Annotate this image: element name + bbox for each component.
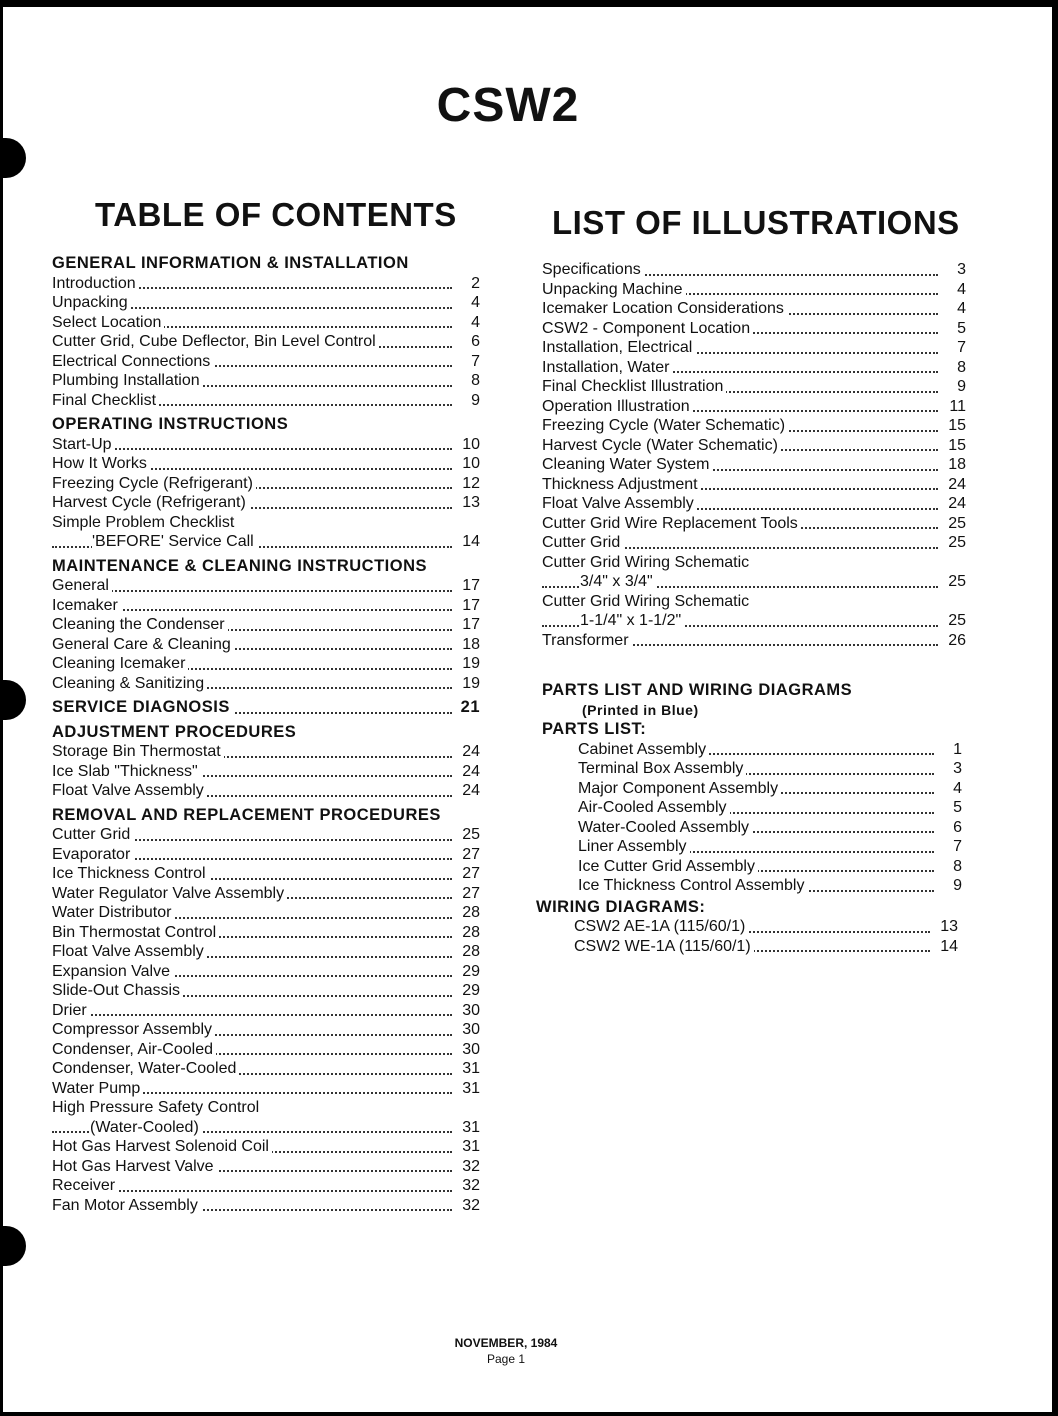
page-number: 9 [936, 876, 962, 896]
contents-entry [542, 260, 966, 280]
entry-label: Float Valve Assembly [52, 782, 207, 799]
contents-entry [52, 1059, 480, 1079]
entry-label: Cleaning Water System [542, 456, 712, 473]
contents-entry [578, 798, 962, 818]
dot-leader [52, 1014, 452, 1016]
entry-label: Cleaning Icemaker [52, 655, 188, 672]
page-number: 5 [940, 319, 966, 339]
entry-label: Cutter Grid, Cube Deflector, Bin Level Control [52, 333, 379, 350]
contents-entry [52, 845, 480, 865]
entry-label: Fan Motor Assembly [52, 1197, 201, 1214]
entry-label: Cabinet Assembly [578, 741, 709, 758]
entry-label: Ice Thickness Control [52, 865, 209, 882]
entry-label: Water Regulator Valve Assembly [52, 885, 287, 902]
contents-entry [542, 338, 966, 358]
entry-label: GENERAL INFORMATION & INSTALLATION [52, 254, 412, 272]
contents-entry [578, 837, 962, 857]
page-number: 24 [940, 494, 966, 514]
toc-list [52, 254, 480, 1215]
page-number: 32 [454, 1157, 480, 1177]
contents-entry [52, 884, 480, 904]
page-number: 17 [454, 576, 480, 596]
contents-entry [52, 1118, 480, 1138]
entry-label: Electrical Connections [52, 353, 213, 370]
entry-label: Operation Illustration [542, 398, 693, 415]
page-number: 8 [936, 857, 962, 877]
entry-label: Expansion Valve [52, 963, 173, 980]
page-number: 12 [454, 474, 480, 494]
page-number: 9 [454, 391, 480, 411]
entry-label: Receiver [52, 1177, 118, 1194]
entry-label: Start-Up [52, 436, 115, 453]
contents-entry [52, 1079, 480, 1099]
contents-entry [52, 825, 480, 845]
document-title: CSW2 [436, 79, 580, 132]
page-number: 24 [454, 742, 480, 762]
entry-label: Unpacking Machine [542, 281, 686, 298]
page-number: 4 [936, 779, 962, 799]
contents-entry [52, 1040, 480, 1060]
scan-border-top [0, 0, 1058, 7]
contents-entry [52, 371, 480, 391]
dot-leader [52, 590, 452, 592]
page-number: 6 [454, 332, 480, 352]
entry-label: Specifications [542, 261, 644, 278]
wiring-diagrams-label: WIRING DIAGRAMS: [536, 898, 962, 918]
punch-hole [0, 138, 26, 178]
entry-label: ADJUSTMENT PROCEDURES [52, 723, 299, 741]
contents-entry [578, 876, 962, 896]
entry-label: Freezing Cycle (Refrigerant) [52, 475, 256, 492]
contents-entry [52, 313, 480, 333]
contents-entry [578, 779, 962, 799]
punch-hole [0, 1226, 26, 1266]
page-number: 14 [932, 937, 958, 957]
page-number: 4 [454, 293, 480, 313]
contents-entry [52, 596, 480, 616]
page-number: 31 [454, 1137, 480, 1157]
contents-entry [52, 493, 480, 513]
contents-entry [542, 533, 966, 553]
page-number: 29 [454, 981, 480, 1001]
contents-entry [542, 611, 966, 631]
entry-label: Water Distributor [52, 904, 174, 921]
section-heading [52, 415, 480, 435]
page-number: 24 [454, 762, 480, 782]
entry-label: Simple Problem Checklist [52, 514, 237, 531]
entry-label: Harvest Cycle (Refrigerant) [52, 494, 249, 511]
scan-border-bottom [0, 1412, 1058, 1416]
entry-label: Air-Cooled Assembly [578, 799, 730, 816]
entry-label: General [52, 577, 112, 594]
page-number: 10 [454, 454, 480, 474]
contents-entry [542, 280, 966, 300]
contents-entry [542, 436, 966, 456]
entry-label: Drier [52, 1002, 90, 1019]
contents-entry [542, 553, 966, 573]
illustrations-list [542, 260, 966, 650]
entry-label: Condenser, Water-Cooled [52, 1060, 239, 1077]
contents-entry [52, 576, 480, 596]
page-number: 31 [454, 1118, 480, 1138]
page-number: 8 [454, 371, 480, 391]
page-number: 15 [940, 416, 966, 436]
contents-entry [574, 937, 958, 957]
section-heading [52, 557, 480, 577]
entry-label: CSW2 - Component Location [542, 320, 753, 337]
page-number: 4 [940, 280, 966, 300]
entry-label: 3/4" x 3/4" [580, 573, 656, 590]
entry-label: Liner Assembly [578, 838, 690, 855]
section-heading [52, 698, 480, 718]
page-number: 27 [454, 845, 480, 865]
entry-label: CSW2 AE-1A (115/60/1) [574, 918, 748, 935]
entry-label: Hot Gas Harvest Solenoid Coil [52, 1138, 272, 1155]
page-number: 17 [454, 596, 480, 616]
contents-entry [52, 615, 480, 635]
entry-label: OPERATING INSTRUCTIONS [52, 415, 291, 433]
entry-label: Ice Cutter Grid Assembly [578, 858, 758, 875]
page-number: 19 [454, 654, 480, 674]
entry-label: 1-1/4" x 1-1/2" [580, 612, 684, 629]
contents-entry [52, 454, 480, 474]
entry-label: Float Valve Assembly [52, 943, 207, 960]
page-number: 7 [454, 352, 480, 372]
contents-entry [542, 358, 966, 378]
toc-heading: TABLE OF CONTENTS [95, 196, 457, 233]
page-number: 2 [454, 274, 480, 294]
entry-label: Float Valve Assembly [542, 495, 697, 512]
contents-entry [542, 377, 966, 397]
entry-label: Cutter Grid [52, 826, 133, 843]
parts-subheading: (Printed in Blue) [542, 701, 962, 721]
contents-entry [52, 1020, 480, 1040]
entry-label: Slide-Out Chassis [52, 982, 183, 999]
wiring-list [542, 917, 958, 956]
entry-label: 'BEFORE' Service Call [92, 533, 257, 550]
page-number: 19 [454, 674, 480, 694]
parts-list [542, 740, 962, 896]
page-number: 26 [940, 631, 966, 651]
contents-entry [574, 917, 958, 937]
footer-page-number: Page 1 [486, 1352, 526, 1366]
page-number: 32 [454, 1176, 480, 1196]
section-heading [52, 806, 480, 826]
page-number: 24 [940, 475, 966, 495]
entry-label: Terminal Box Assembly [578, 760, 746, 777]
contents-entry [52, 635, 480, 655]
page-number: 25 [940, 533, 966, 553]
entry-label: Water Pump [52, 1080, 143, 1097]
contents-entry [52, 1196, 480, 1216]
page-number: 21 [454, 698, 480, 718]
entry-label: How It Works [52, 455, 150, 472]
page-number: 18 [940, 455, 966, 475]
entry-label: Cutter Grid [542, 534, 623, 551]
contents-entry [542, 319, 966, 339]
contents-entry [52, 903, 480, 923]
entry-label: Condenser, Air-Cooled [52, 1041, 216, 1058]
page-number: 25 [940, 611, 966, 631]
page-number: 28 [454, 942, 480, 962]
parts-section [536, 681, 962, 956]
page-number: 25 [940, 572, 966, 592]
contents-entry [52, 654, 480, 674]
contents-entry [578, 857, 962, 877]
contents-entry [52, 1098, 480, 1118]
entry-label: Water-Cooled Assembly [578, 819, 752, 836]
entry-label: SERVICE DIAGNOSIS [52, 698, 233, 716]
contents-entry [542, 572, 966, 592]
page-number: 28 [454, 903, 480, 923]
contents-entry [52, 332, 480, 352]
contents-entry [52, 391, 480, 411]
entry-label: Transformer [542, 632, 632, 649]
contents-entry [578, 740, 962, 760]
contents-entry [542, 397, 966, 417]
entry-label: Harvest Cycle (Water Schematic) [542, 437, 781, 454]
entry-label: Storage Bin Thermostat [52, 743, 224, 760]
entry-label: (Water-Cooled) [90, 1119, 202, 1136]
parts-list-label: PARTS LIST: [542, 720, 962, 740]
contents-entry [52, 1137, 480, 1157]
page-number: 14 [454, 532, 480, 552]
page-number: 24 [454, 781, 480, 801]
contents-entry [52, 352, 480, 372]
entry-label: Compressor Assembly [52, 1021, 215, 1038]
page-number: 30 [454, 1001, 480, 1021]
page-number: 13 [932, 917, 958, 937]
page-number: 3 [940, 260, 966, 280]
page-number: 25 [454, 825, 480, 845]
contents-entry [52, 742, 480, 762]
entry-label: Ice Slab "Thickness" [52, 763, 201, 780]
entry-label: Final Checklist [52, 392, 159, 409]
page-number: 25 [940, 514, 966, 534]
entry-label: Bin Thermostat Control [52, 924, 219, 941]
page-number: 11 [940, 397, 966, 417]
entry-label: High Pressure Safety Control [52, 1099, 262, 1116]
page-number: 4 [940, 299, 966, 319]
contents-entry [542, 514, 966, 534]
entry-label: Freezing Cycle (Water Schematic) [542, 417, 788, 434]
entry-label: Evaporator [52, 846, 133, 863]
contents-entry [52, 674, 480, 694]
footer-date: NOVEMBER, 1984 [454, 1336, 558, 1350]
page-number: 4 [454, 313, 480, 333]
page-number: 28 [454, 923, 480, 943]
entry-label: CSW2 WE-1A (115/60/1) [574, 938, 754, 955]
page-number: 13 [454, 493, 480, 513]
entry-label: Cutter Grid Wiring Schematic [542, 554, 752, 571]
entry-label: MAINTENANCE & CLEANING INSTRUCTIONS [52, 557, 430, 575]
contents-entry [52, 923, 480, 943]
contents-entry [52, 1157, 480, 1177]
page-number: 3 [936, 759, 962, 779]
contents-entry [52, 981, 480, 1001]
contents-entry [542, 416, 966, 436]
page-number: 8 [940, 358, 966, 378]
page-number: 6 [936, 818, 962, 838]
page-number: 15 [940, 436, 966, 456]
illustrations-heading: LIST OF ILLUSTRATIONS [552, 204, 960, 241]
contents-entry [542, 494, 966, 514]
section-heading [52, 723, 480, 743]
page-number: 10 [454, 435, 480, 455]
contents-entry [52, 474, 480, 494]
page-number: 30 [454, 1040, 480, 1060]
page-number: 27 [454, 884, 480, 904]
contents-entry [52, 781, 480, 801]
contents-entry [542, 592, 966, 612]
contents-entry [52, 962, 480, 982]
entry-label: Thickness Adjustment [542, 476, 701, 493]
entry-label: Final Checklist Illustration [542, 378, 726, 395]
entry-label: Select Location [52, 314, 164, 331]
contents-entry [52, 864, 480, 884]
contents-entry [542, 475, 966, 495]
page-number: 17 [454, 615, 480, 635]
parts-heading: PARTS LIST AND WIRING DIAGRAMS [542, 681, 962, 701]
page-number: 9 [940, 377, 966, 397]
page-number: 7 [936, 837, 962, 857]
entry-label: Cutter Grid Wiring Schematic [542, 593, 752, 610]
entry-label: Cutter Grid Wire Replacement Tools [542, 515, 801, 532]
punch-hole [0, 680, 26, 720]
contents-entry [52, 293, 480, 313]
entry-label: Installation, Electrical [542, 339, 695, 356]
entry-label: Installation, Water [542, 359, 672, 376]
page-number: 5 [936, 798, 962, 818]
section-heading [52, 254, 480, 274]
scan-border-right [1052, 0, 1058, 1416]
contents-entry [52, 1176, 480, 1196]
contents-entry [52, 513, 480, 533]
contents-entry [542, 455, 966, 475]
page-number: 32 [454, 1196, 480, 1216]
entry-label: Hot Gas Harvest Valve [52, 1158, 217, 1175]
entry-label: Cleaning the Condenser [52, 616, 228, 633]
contents-entry [542, 631, 966, 651]
entry-label: Ice Thickness Control Assembly [578, 877, 807, 894]
entry-label: Cleaning & Sanitizing [52, 675, 207, 692]
contents-entry [52, 274, 480, 294]
contents-entry [52, 762, 480, 782]
entry-label: REMOVAL AND REPLACEMENT PROCEDURES [52, 806, 444, 824]
contents-entry [578, 818, 962, 838]
page-number: 29 [454, 962, 480, 982]
contents-entry [52, 1001, 480, 1021]
page-number: 31 [454, 1079, 480, 1099]
contents-entry [52, 942, 480, 962]
entry-label: Introduction [52, 275, 139, 292]
page-number: 18 [454, 635, 480, 655]
page-number: 1 [936, 740, 962, 760]
entry-label: Major Component Assembly [578, 780, 781, 797]
contents-entry [52, 435, 480, 455]
contents-entry [542, 299, 966, 319]
page-number: 7 [940, 338, 966, 358]
entry-label: Unpacking [52, 294, 131, 311]
contents-entry [578, 759, 962, 779]
entry-label: General Care & Cleaning [52, 636, 234, 653]
entry-label: Icemaker Location Considerations [542, 300, 787, 317]
page-number: 31 [454, 1059, 480, 1079]
page-number: 27 [454, 864, 480, 884]
contents-entry [52, 532, 480, 552]
page-number: 30 [454, 1020, 480, 1040]
entry-label: Plumbing Installation [52, 372, 203, 389]
entry-label: Icemaker [52, 597, 121, 614]
